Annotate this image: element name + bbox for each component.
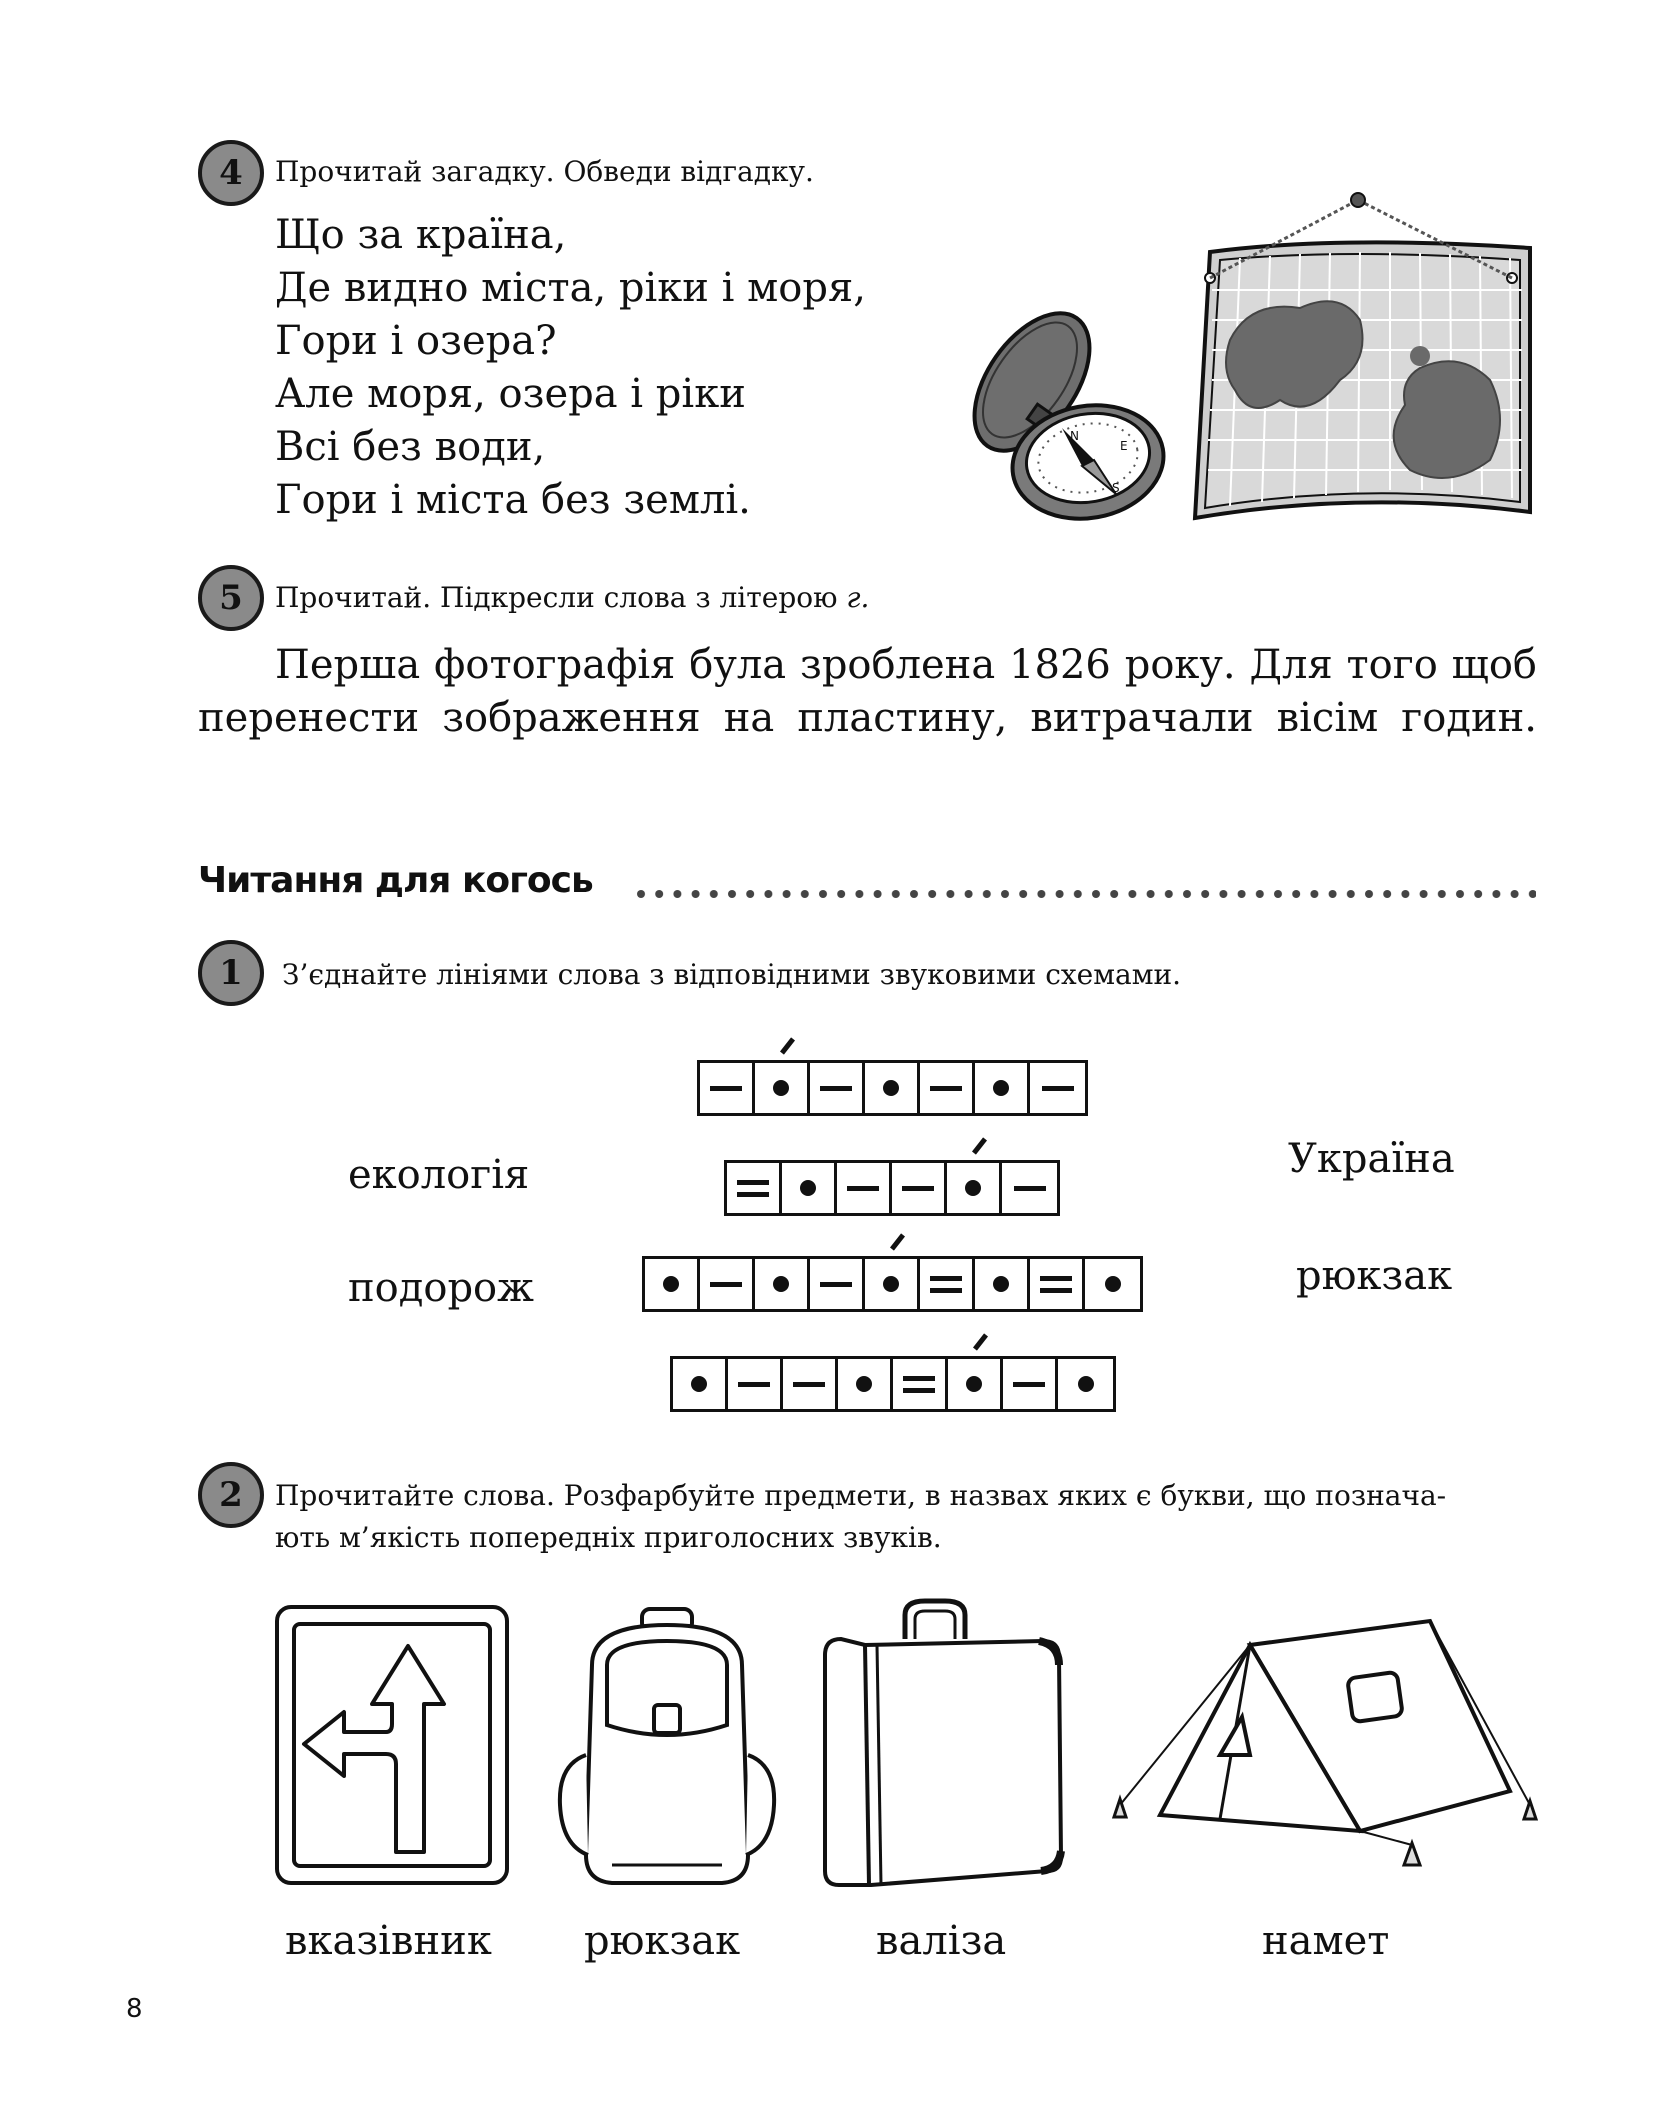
symbol-dash xyxy=(902,1186,934,1191)
task-4-instruction: Прочитай загадку. Обведи відгадку. xyxy=(275,155,814,188)
symbol-dot xyxy=(773,1276,789,1292)
scheme-cell-dash xyxy=(1003,1359,1058,1409)
word-ecology: екологія xyxy=(348,1152,530,1198)
task-5-number-badge: 5 xyxy=(198,565,264,631)
dotted-divider xyxy=(636,888,1536,900)
scheme-cell-dot xyxy=(975,1259,1030,1309)
scheme-cell-dot xyxy=(1058,1359,1113,1409)
label-tent: намет xyxy=(1262,1918,1390,1964)
stress-mark xyxy=(890,1233,905,1250)
symbol-dash xyxy=(1013,1382,1045,1387)
scheme-cell-dash xyxy=(700,1259,755,1309)
scheme-cell-dot xyxy=(1085,1259,1140,1309)
symbol-dot xyxy=(993,1276,1009,1292)
scheme-cell-dash xyxy=(700,1063,755,1113)
symbol-dot xyxy=(1105,1276,1121,1292)
symbol-dot xyxy=(993,1080,1009,1096)
page-number: 8 xyxy=(126,1994,143,2024)
scheme-cell-dash xyxy=(920,1063,975,1113)
section-title: Читання для когось xyxy=(198,860,593,901)
symbol-dbl xyxy=(930,1276,962,1293)
symbol-dot xyxy=(883,1276,899,1292)
symbol-dot xyxy=(800,1180,816,1196)
compass-icon xyxy=(970,310,1170,530)
scheme-cell-dot xyxy=(755,1063,810,1113)
symbol-dbl xyxy=(737,1180,769,1197)
word-ukraine: Україна xyxy=(1288,1136,1455,1182)
scheme-cell-dot xyxy=(755,1259,810,1309)
subtask-1-number-badge: 1 xyxy=(198,940,264,1006)
svg-text:N: N xyxy=(1070,429,1079,443)
symbol-dash xyxy=(930,1086,962,1091)
subtask-2-instruction-line-2: ють м’якість попередніх приголосних звуків. xyxy=(275,1521,942,1554)
symbol-dbl xyxy=(1040,1276,1072,1293)
scheme-cell-dot xyxy=(838,1359,893,1409)
scheme-cell-dot xyxy=(673,1359,728,1409)
backpack-icon[interactable] xyxy=(552,1605,782,1890)
symbol-dash xyxy=(710,1282,742,1287)
scheme-cell-dash xyxy=(810,1063,865,1113)
scheme-cell-dbl xyxy=(893,1359,948,1409)
stress-mark xyxy=(972,1137,987,1154)
scheme-cell-dot xyxy=(865,1259,920,1309)
symbol-dot xyxy=(691,1376,707,1392)
scheme-cell-dot xyxy=(865,1063,920,1113)
sound-scheme-4[interactable] xyxy=(670,1356,1116,1412)
label-suitcase: валіза xyxy=(876,1918,1007,1964)
scheme-cell-dash xyxy=(1002,1163,1057,1213)
label-backpack: рюкзак xyxy=(584,1918,741,1964)
symbol-dash xyxy=(820,1282,852,1287)
svg-text:S: S xyxy=(1112,481,1120,495)
sound-scheme-2[interactable] xyxy=(724,1160,1060,1216)
poem-line: Але моря, озера і ріки xyxy=(275,371,746,417)
poem-line: Гори і озера? xyxy=(275,318,557,364)
symbol-dot xyxy=(1078,1376,1094,1392)
task-5-instruction-letter: г. xyxy=(846,581,870,614)
symbol-dot xyxy=(663,1276,679,1292)
stress-mark xyxy=(973,1333,988,1350)
task-5-text-line-2: перенести зображення на пластину, витрачали вісім годин. xyxy=(198,695,1537,741)
scheme-cell-dbl xyxy=(727,1163,782,1213)
subtask-2-instruction-line-1: Прочитайте слова. Розфарбуйте предмети, в назвах яких є букви, що познача- xyxy=(275,1479,1447,1512)
task-4-number-badge: 4 xyxy=(198,140,264,206)
task-5-instruction-text: Прочитай. Підкресли слова з літерою xyxy=(275,581,838,614)
symbol-dot xyxy=(856,1376,872,1392)
svg-text:E: E xyxy=(1120,439,1128,453)
symbol-dbl xyxy=(903,1376,935,1393)
scheme-cell-dash xyxy=(1030,1063,1085,1113)
symbol-dash xyxy=(1014,1186,1046,1191)
symbol-dot xyxy=(965,1180,981,1196)
scheme-cell-dot xyxy=(975,1063,1030,1113)
symbol-dot xyxy=(966,1376,982,1392)
symbol-dash xyxy=(793,1382,825,1387)
scheme-cell-dash xyxy=(837,1163,892,1213)
suitcase-icon[interactable] xyxy=(815,1595,1065,1890)
symbol-dash xyxy=(820,1086,852,1091)
symbol-dash xyxy=(710,1086,742,1091)
tent-icon[interactable] xyxy=(1100,1605,1540,1875)
poem-line: Всі без води, xyxy=(275,424,546,470)
scheme-cell-dbl xyxy=(1030,1259,1085,1309)
road-sign-icon[interactable] xyxy=(274,1604,510,1886)
scheme-cell-dash xyxy=(892,1163,947,1213)
word-journey: подорож xyxy=(348,1265,534,1311)
task-5-text-line-1: Перша фотографія була зроблена 1826 року. Для того щоб xyxy=(275,642,1537,688)
scheme-cell-dbl xyxy=(920,1259,975,1309)
scheme-cell-dash xyxy=(783,1359,838,1409)
poem-line: Гори і міста без землі. xyxy=(275,477,751,523)
sound-scheme-1[interactable] xyxy=(697,1060,1088,1116)
map-icon xyxy=(1190,190,1535,525)
scheme-cell-dash xyxy=(728,1359,783,1409)
subtask-1-instruction: З’єднайте лініями слова з відповідними звуковими схемами. xyxy=(282,958,1182,991)
symbol-dash xyxy=(847,1186,879,1191)
scheme-cell-dot xyxy=(948,1359,1003,1409)
scheme-cell-dot xyxy=(782,1163,837,1213)
symbol-dash xyxy=(738,1382,770,1387)
scheme-cell-dot xyxy=(947,1163,1002,1213)
poem-line: Що за країна, xyxy=(275,212,567,258)
sound-scheme-3[interactable] xyxy=(642,1256,1143,1312)
symbol-dash xyxy=(1042,1086,1074,1091)
poem-line: Де видно міста, ріки і моря, xyxy=(275,265,866,311)
task-5-instruction xyxy=(275,578,869,618)
label-pointer: вказівник xyxy=(285,1918,492,1964)
symbol-dot xyxy=(773,1080,789,1096)
scheme-cell-dash xyxy=(810,1259,865,1309)
scheme-cell-dot xyxy=(645,1259,700,1309)
stress-mark xyxy=(780,1037,795,1054)
symbol-dot xyxy=(883,1080,899,1096)
word-backpack-right: рюкзак xyxy=(1296,1253,1453,1299)
subtask-2-number-badge: 2 xyxy=(198,1462,264,1528)
